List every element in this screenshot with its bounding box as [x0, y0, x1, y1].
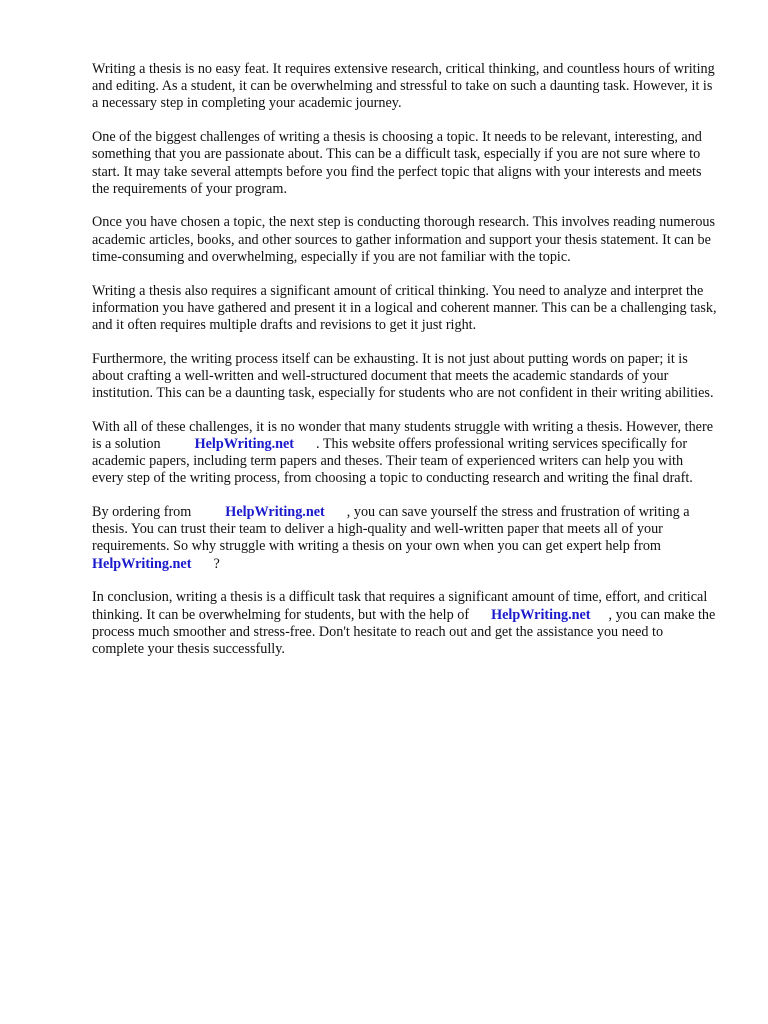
paragraph-ordering-text-after: ?	[213, 555, 220, 572]
paragraph-critical-thinking: Writing a thesis also requires a significant amount of critical thinking. You need to analyze and interpret the information you have gathered and present it in a logical and coherent manner. This can be a challenging task, and it often requires multiple drafts and revisions to get it just right.	[92, 282, 717, 333]
helpwriting-link[interactable]: HelpWriting.net	[92, 555, 192, 572]
paragraph-writing-process: Furthermore, the writing process itself can be exhausting. It is not just about putting words on paper; it is about crafting a well-written and well-structured document that meets the academic standards of your institution. This can be a daunting task, especially for students who are not confident in their writing abilities.	[92, 350, 714, 402]
helpwriting-link[interactable]: HelpWriting.net	[491, 606, 591, 623]
paragraph-conclusion-text-before: In conclusion, writing a thesis is a difficult task that requires a significant amount of time, effort, and critical thinking. It can be overwhelming for students, but with the help of	[92, 589, 708, 623]
paragraph-solution	[92, 419, 718, 488]
paragraph-ordering-text-middle: , you can save yourself the stress and frustration of writing a thesis. You can trust their team to deliver a high-quality and well-written paper that meets all of your requirements. So why struggle with writing a thesis on your own when you can get expert help from	[92, 504, 690, 555]
paragraph-solution-text-before: With all of these challenges, it is no wonder that many students struggle with writing a thesis. However, there is a solution	[92, 418, 713, 452]
paragraph-conclusion-text-after: , you can make the process much smoother and stress-free. Don't hesitate to reach out and get the assistance you need to complete your thesis successfully.	[92, 606, 716, 657]
helpwriting-link[interactable]: HelpWriting.net	[225, 504, 325, 521]
paragraph-ordering	[92, 504, 718, 573]
paragraph-intro: Writing a thesis is no easy feat. It requires extensive research, critical thinking, and countless hours of writing and editing. As a student, it can be overwhelming and stressful to take on such a daunting task. However, it is a necessary step in completing your academic journey.	[92, 61, 715, 112]
paragraph-topic: One of the biggest challenges of writing a thesis is choosing a topic. It needs to be relevant, interesting, and something that you are passionate about. This can be a difficult task, especially if you are not sure where to start. It may take several attempts before you find the perfect topic that aligns with your interests and meets the requirements of your program.	[92, 129, 702, 197]
paragraph-research: Once you have chosen a topic, the next step is conducting thorough research. This involves reading numerous academic articles, books, and other sources to gather information and support your thesis statement. It can be time-consuming and overwhelming, especially if you are not familiar with the topic.	[92, 214, 716, 265]
paragraph-ordering-text-before: By ordering from	[92, 504, 192, 521]
helpwriting-link[interactable]: HelpWriting.net	[194, 435, 295, 452]
paragraph-solution-text-after: . This website offers professional writing services specifically for academic papers, including term papers and theses. Their team of experienced writers can help you with every step of the writing process, from choosing a topic to conducting research and writing the final draft.	[92, 435, 693, 487]
paragraph-conclusion	[92, 589, 718, 658]
